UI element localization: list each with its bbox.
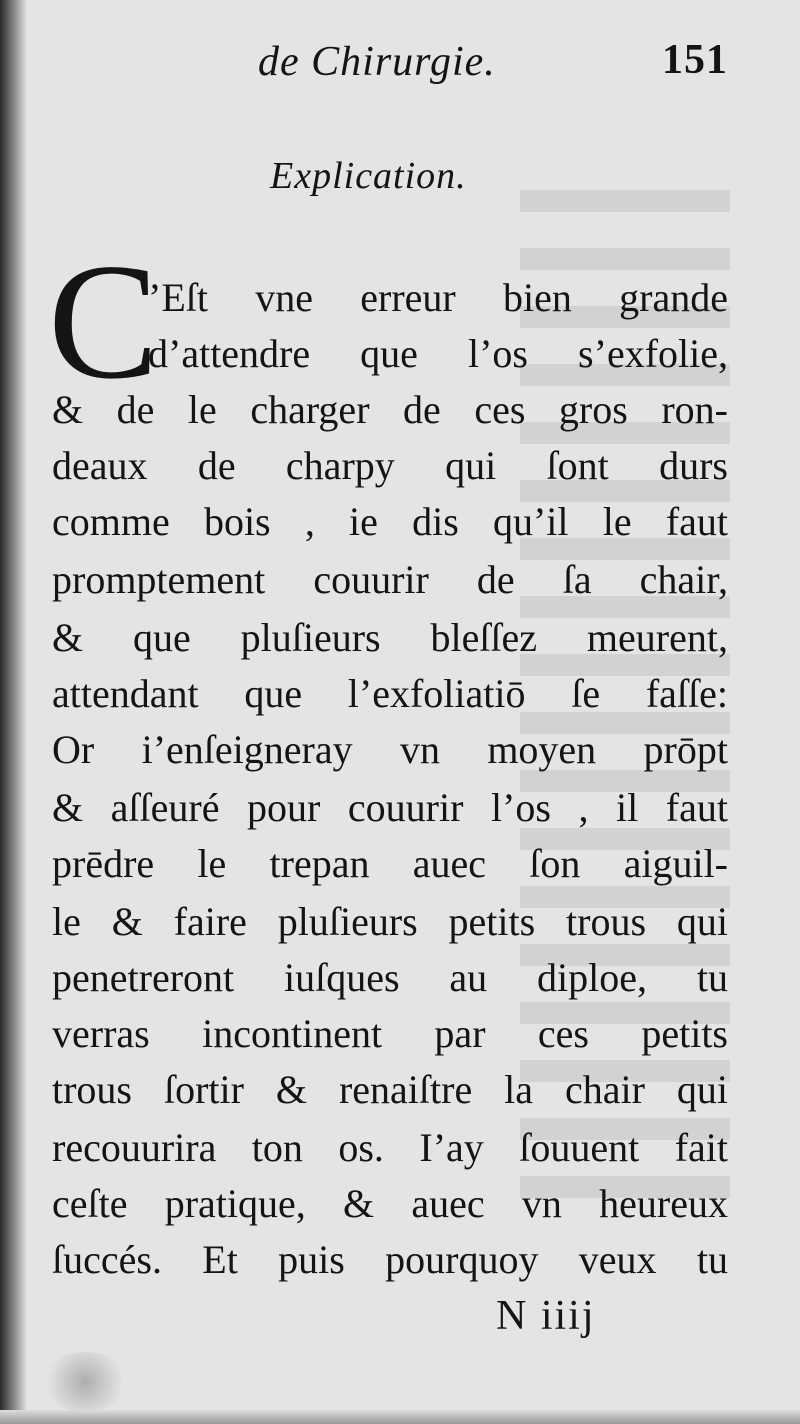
text-line-10: & aſſeuré pour couurir l’os , il faut (52, 785, 728, 830)
text-line-7: & que pluſieurs bleſſez meurent, (52, 615, 728, 660)
paper-stain (40, 1352, 130, 1412)
text-line-16: recouurira ton os. I’ay ſouuent fait (52, 1125, 728, 1170)
signature-mark: N iiij (496, 1293, 596, 1339)
text-line-13: penetreront iuſques au diploe, tu (52, 955, 728, 1000)
text-line-1: ’Eſt vne erreur bien grande (148, 275, 728, 320)
text-line-12: le & faire pluſieurs petits trous qui (52, 899, 728, 944)
text-line-2: d’attendre que l’os s’exfolie, (148, 331, 728, 376)
text-line-9: Or i’enſeigneray vn moyen prōpt (52, 727, 728, 772)
section-title: Explication. (270, 155, 467, 197)
text-line-8: attendant que l’exfoliatiō ſe faſſe: (52, 671, 728, 716)
text-line-11: prēdre le trepan auec ſon aiguil- (52, 841, 728, 886)
text-line-15: trous ſortir & renaiſtre la chair qui (52, 1067, 728, 1112)
text-line-14: verras incontinent par ces petits (52, 1011, 728, 1056)
text-line-3: & de le charger de ces gros ron- (52, 387, 728, 432)
drop-cap: C (48, 229, 159, 413)
text-line-4: deaux de charpy qui ſont durs (52, 443, 728, 488)
text-line-17: ceſte pratique, & auec vn heureux (52, 1181, 728, 1226)
page-number: 151 (662, 37, 728, 83)
text-line-18: ſuccés. Et puis pourquoy veux tu (52, 1237, 728, 1282)
text-line-6: promptement couurir de ſa chair, (52, 557, 728, 602)
running-head: de Chirurgie. (258, 39, 496, 85)
text-line-5: comme bois , ie dis qu’il le faut (52, 499, 728, 544)
